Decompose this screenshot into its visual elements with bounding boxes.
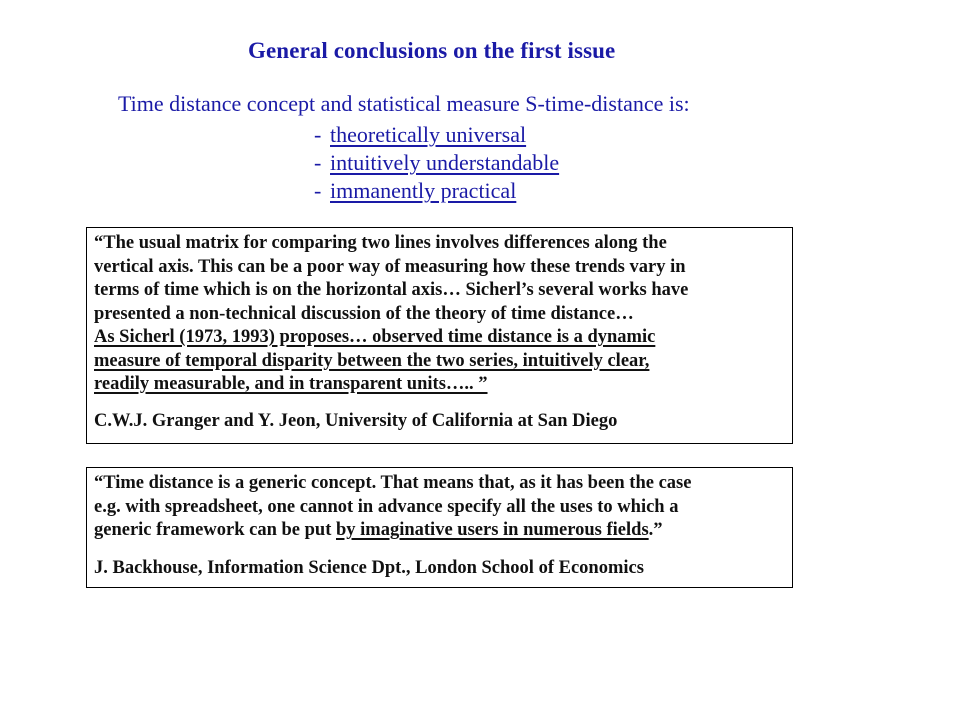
quote-attribution: C.W.J. Granger and Y. Jeon, University of California at San Diego	[94, 410, 618, 431]
point-dash: -	[314, 178, 322, 203]
conclusion-point	[314, 121, 559, 149]
quote-line-underlined	[94, 373, 784, 397]
conclusion-point	[314, 177, 559, 205]
underlined-text: As Sicherl (1973, 1993) proposes… observed time distance is a dynamic	[94, 327, 656, 347]
quote-line-underlined	[94, 350, 784, 374]
intro-statement: Time distance concept and statistical measure S-time-distance is:	[118, 91, 690, 116]
quote-line: vertical axis. This can be a poor way of measuring how these trends vary in	[94, 256, 686, 277]
quote-line: “Time distance is a generic concept. That means that, as it has been the case	[94, 473, 692, 493]
point-text: immanently practical	[330, 178, 517, 203]
conclusion-points	[314, 121, 559, 205]
underlined-text: measure of temporal disparity between the two series, intuitively clear,	[94, 350, 650, 371]
point-text: theoretically universal	[330, 122, 527, 147]
quote-attribution: J. Backhouse, Information Science Dpt., London School of Economics	[94, 557, 644, 578]
slide-title: General conclusions on the first issue	[248, 38, 616, 63]
quote-line: “The usual matrix for comparing two lines involves differences along the	[94, 233, 667, 253]
quote-line: terms of time which is on the horizontal axis… Sicherl’s several works have	[94, 280, 689, 300]
conclusion-point	[314, 149, 559, 177]
point-dash: -	[314, 150, 322, 175]
quote-line	[94, 519, 784, 543]
underlined-text: by imaginative users in numerous fields	[336, 520, 649, 540]
quote-line-underlined	[94, 326, 784, 350]
granger-jeon-quote-box	[86, 227, 793, 444]
quote-line: e.g. with spreadsheet, one cannot in advance specify all the uses to which a	[94, 496, 679, 517]
backhouse-quote-box	[86, 467, 793, 588]
quote-text: generic framework can be put	[94, 520, 336, 540]
point-text: intuitively understandable	[330, 150, 560, 175]
quote-line: presented a non-technical discussion of the theory of time distance…	[94, 303, 634, 324]
underlined-text: readily measurable, and in transparent units….. ”	[94, 374, 488, 394]
point-dash: -	[314, 122, 322, 147]
quote-text-end: .”	[648, 520, 663, 540]
